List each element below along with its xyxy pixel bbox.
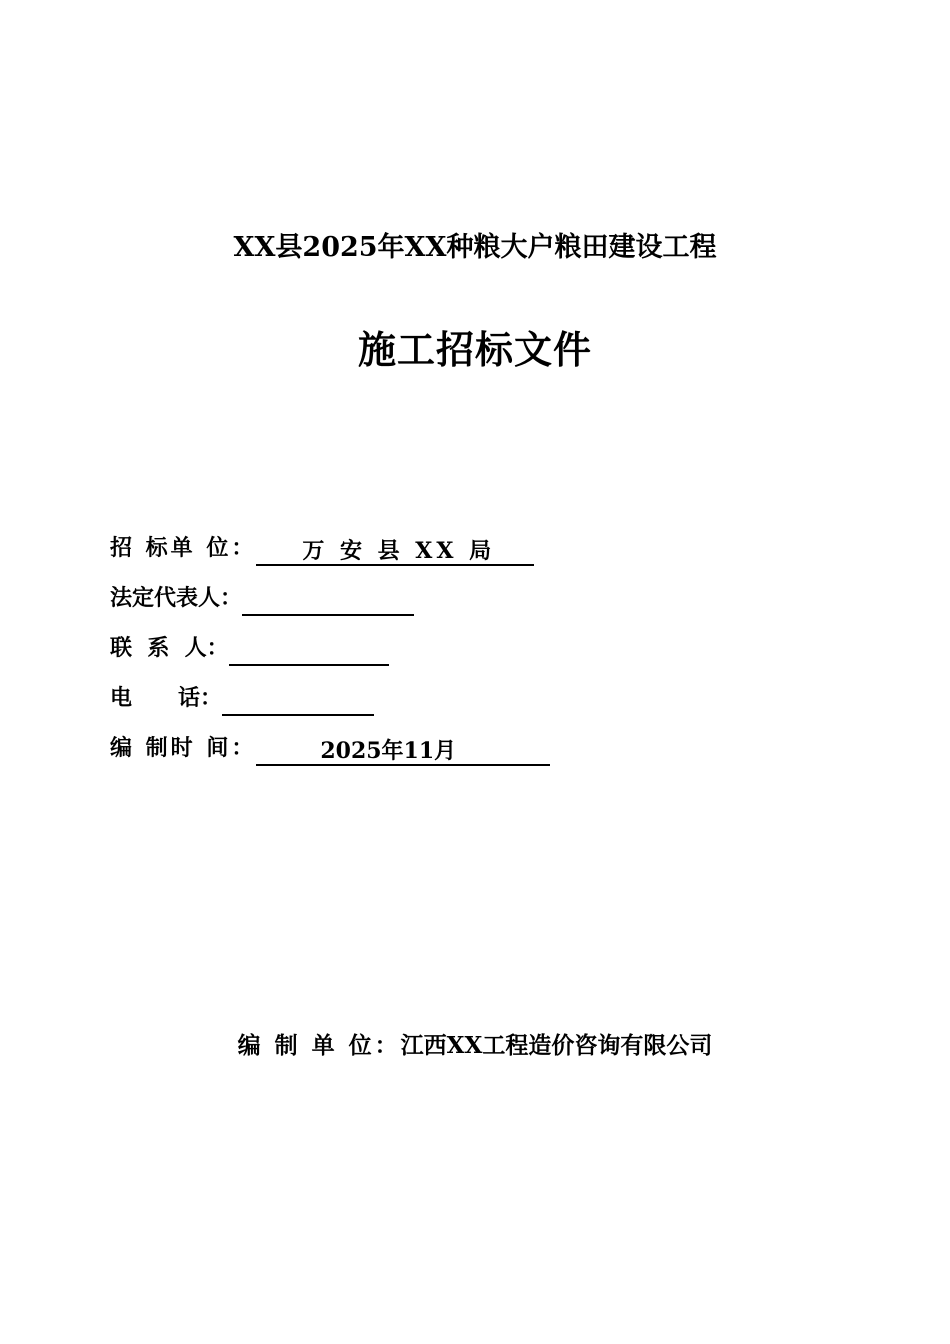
project-title: XX县2025年XX种粮大户粮田建设工程 (233, 232, 717, 263)
compile-date-value: 2025年11月 (256, 736, 550, 766)
document-title: 施工招标文件 (357, 327, 592, 372)
field-contact-person (110, 630, 389, 666)
compiler-unit-label: 编 制 单 位： (237, 1032, 401, 1059)
compiler-unit (0, 1026, 950, 1066)
field-legal-representative (110, 580, 414, 616)
tender-unit-label: 招 标单 位： (110, 535, 257, 561)
phone-value (222, 684, 374, 716)
field-tender-unit (110, 530, 534, 566)
tender-unit-value: 万 安 县 XX 局 (256, 536, 534, 566)
contact-person-label: 联 系 人： (110, 635, 229, 661)
legal-representative-value (242, 584, 414, 616)
phone-label: 电 话： (110, 685, 222, 711)
field-phone (110, 680, 374, 716)
contact-person-value (229, 634, 389, 666)
compiler-unit-name: 江西XX工程造价咨询有限公司 (400, 1032, 713, 1059)
compile-date-label: 编 制时 间： (110, 735, 257, 761)
field-compile-date (110, 730, 550, 766)
legal-representative-label: 法定代表人： (110, 585, 243, 611)
